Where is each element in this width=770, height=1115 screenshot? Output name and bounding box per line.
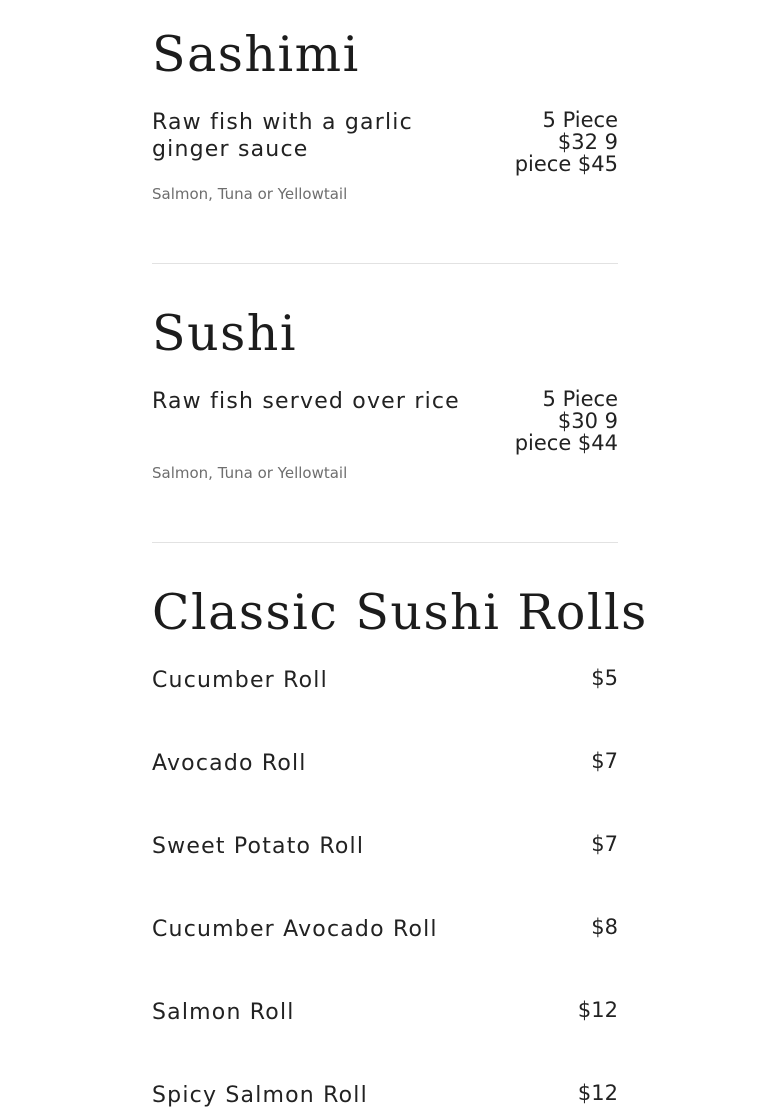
roll-item-price: $12 [577,1081,618,1105]
sashimi-price [515,109,618,175]
sashimi-price-line1: 5 Piece [542,108,618,132]
section-title-sushi: Sushi [152,305,298,362]
sashimi-description-line1: Raw fish with a garlic [152,110,413,135]
sashimi-options: Salmon, Tuna or Yellowtail [152,185,348,203]
roll-item-price: $7 [591,749,618,773]
roll-item-price: $8 [591,915,618,939]
roll-item-name: Salmon Roll [152,1000,295,1025]
section-divider [152,263,618,264]
section-title-sashimi: Sashimi [152,26,360,83]
section-title-classic-rolls: Classic Sushi Rolls [152,584,648,641]
sushi-price-line3: piece $44 [514,431,618,455]
roll-item-name: Sweet Potato Roll [152,834,365,859]
sushi-price-line2: $30 9 [557,409,618,433]
roll-item-name: Avocado Roll [152,751,307,776]
roll-item-name: Cucumber Avocado Roll [152,917,438,942]
roll-item-price: $7 [591,832,618,856]
sushi-options: Salmon, Tuna or Yellowtail [152,464,348,482]
roll-item-name: Spicy Salmon Roll [152,1083,368,1108]
sashimi-description [152,109,413,163]
roll-item-price: $12 [577,998,618,1022]
sashimi-price-line2: $32 9 [557,130,618,154]
roll-item-name: Cucumber Roll [152,668,328,693]
sashimi-description-line2: ginger sauce [152,137,309,162]
sushi-price [515,388,618,454]
sushi-description: Raw fish served over rice [152,389,460,414]
roll-item-price: $5 [591,666,618,690]
sashimi-price-line3: piece $45 [514,152,618,176]
section-divider [152,542,618,543]
sushi-price-line1: 5 Piece [542,387,618,411]
